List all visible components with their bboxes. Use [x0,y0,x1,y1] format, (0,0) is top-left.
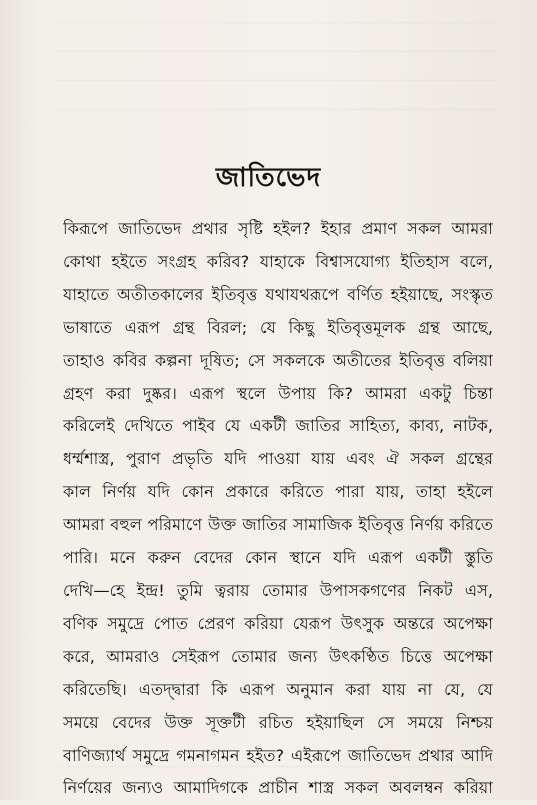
show-through-text-top [55,2,495,118]
text-line: নির্ণয়ের জন্যও আমাদিগকে প্রাচীন শাস্ত্র সকল অবলম্বন করিয়া [63,778,493,798]
text-line: আমরা বহুল পরিমাণে উক্ত জাতির সামাজিক ইতিবৃত্ত নির্ণয় করিতে [63,515,493,535]
text-line: গ্রহণ করা দুষ্কর। এরূপ স্থলে উপায় কি? আমরা একটু চিন্তা [63,383,493,403]
text-line: তাহাও কবির কল্পনা দূষিত; সে সকলকে অতীতের ইতিবৃত্ত বলিয়া [63,350,493,370]
text-line: যাহাতে অতীতকালের ইতিবৃত্ত যথাযথরূপে বর্ণিত হইয়াছে, সংস্কৃত [63,284,493,304]
text-line: বাণিজ্যার্থ সমুদ্রে গমনাগমন হইত? এইরূপে জাতিভেদ প্রথার আদি [63,745,493,765]
text-line: করে, আমরাও সেইরূপ তোমার জন্য উৎকণ্ঠিত চিত্তে অপেক্ষা [63,646,493,666]
text-line: বণিক সমুদ্রে পোত প্রেরণ করিয়া যেরূপ উৎসুক অন্তরে অপেক্ষা [63,613,493,633]
text-line: করিলেই দেখিতে পাইব যে একটী জাতির সাহিত্য, কাব্য, নাটক, [63,416,493,436]
text-line: কোথা হইতে সংগ্রহ করিব? যাহাকে বিশ্বাসযোগ্য ইতিহাস বলে, [63,251,493,271]
text-line: ভাষাতে এরূপ গ্রন্থ বিরল; যে কিছু ইতিবৃত্তমূলক গ্রন্থ আছে, [63,317,493,337]
text-line: সময়ে বেদের উক্ত সূক্তটী রচিত হইয়াছিল সে সময়ে নিশ্চয় [63,712,493,732]
chapter-body [63,213,493,805]
text-line: পারি। মনে করুন বেদের কোন স্থানে যদি এরূপ একটী স্তুতি [63,548,493,568]
chapter-title: জাতিভেদ [215,163,322,193]
text-line: করিতেছি। এতদ্দ্বারা কি এরূপ অনুমান করা যায় না যে, যে [63,679,493,699]
text-line: কাল নির্ণয় যদি কোন প্রকারে করিতে পারা যায়, তাহা হইলে [63,482,493,502]
show-through-text-bottom [55,746,495,775]
text-line: কিরূপে জাতিভেদ প্রথার সৃষ্টি হইল? ইহার প্রমাণ সকল আমরা [63,219,493,238]
text-line: দেখি—হে ইন্দ্র! তুমি ত্বরায় তোমার উপাসকগণের নিকট এস, [63,580,493,600]
text-line: ধর্ম্মশাস্ত্র, পুরাণ প্রভৃতি যদি পাওয়া যায় এবং ঐ সকল গ্রন্থের [63,449,493,469]
